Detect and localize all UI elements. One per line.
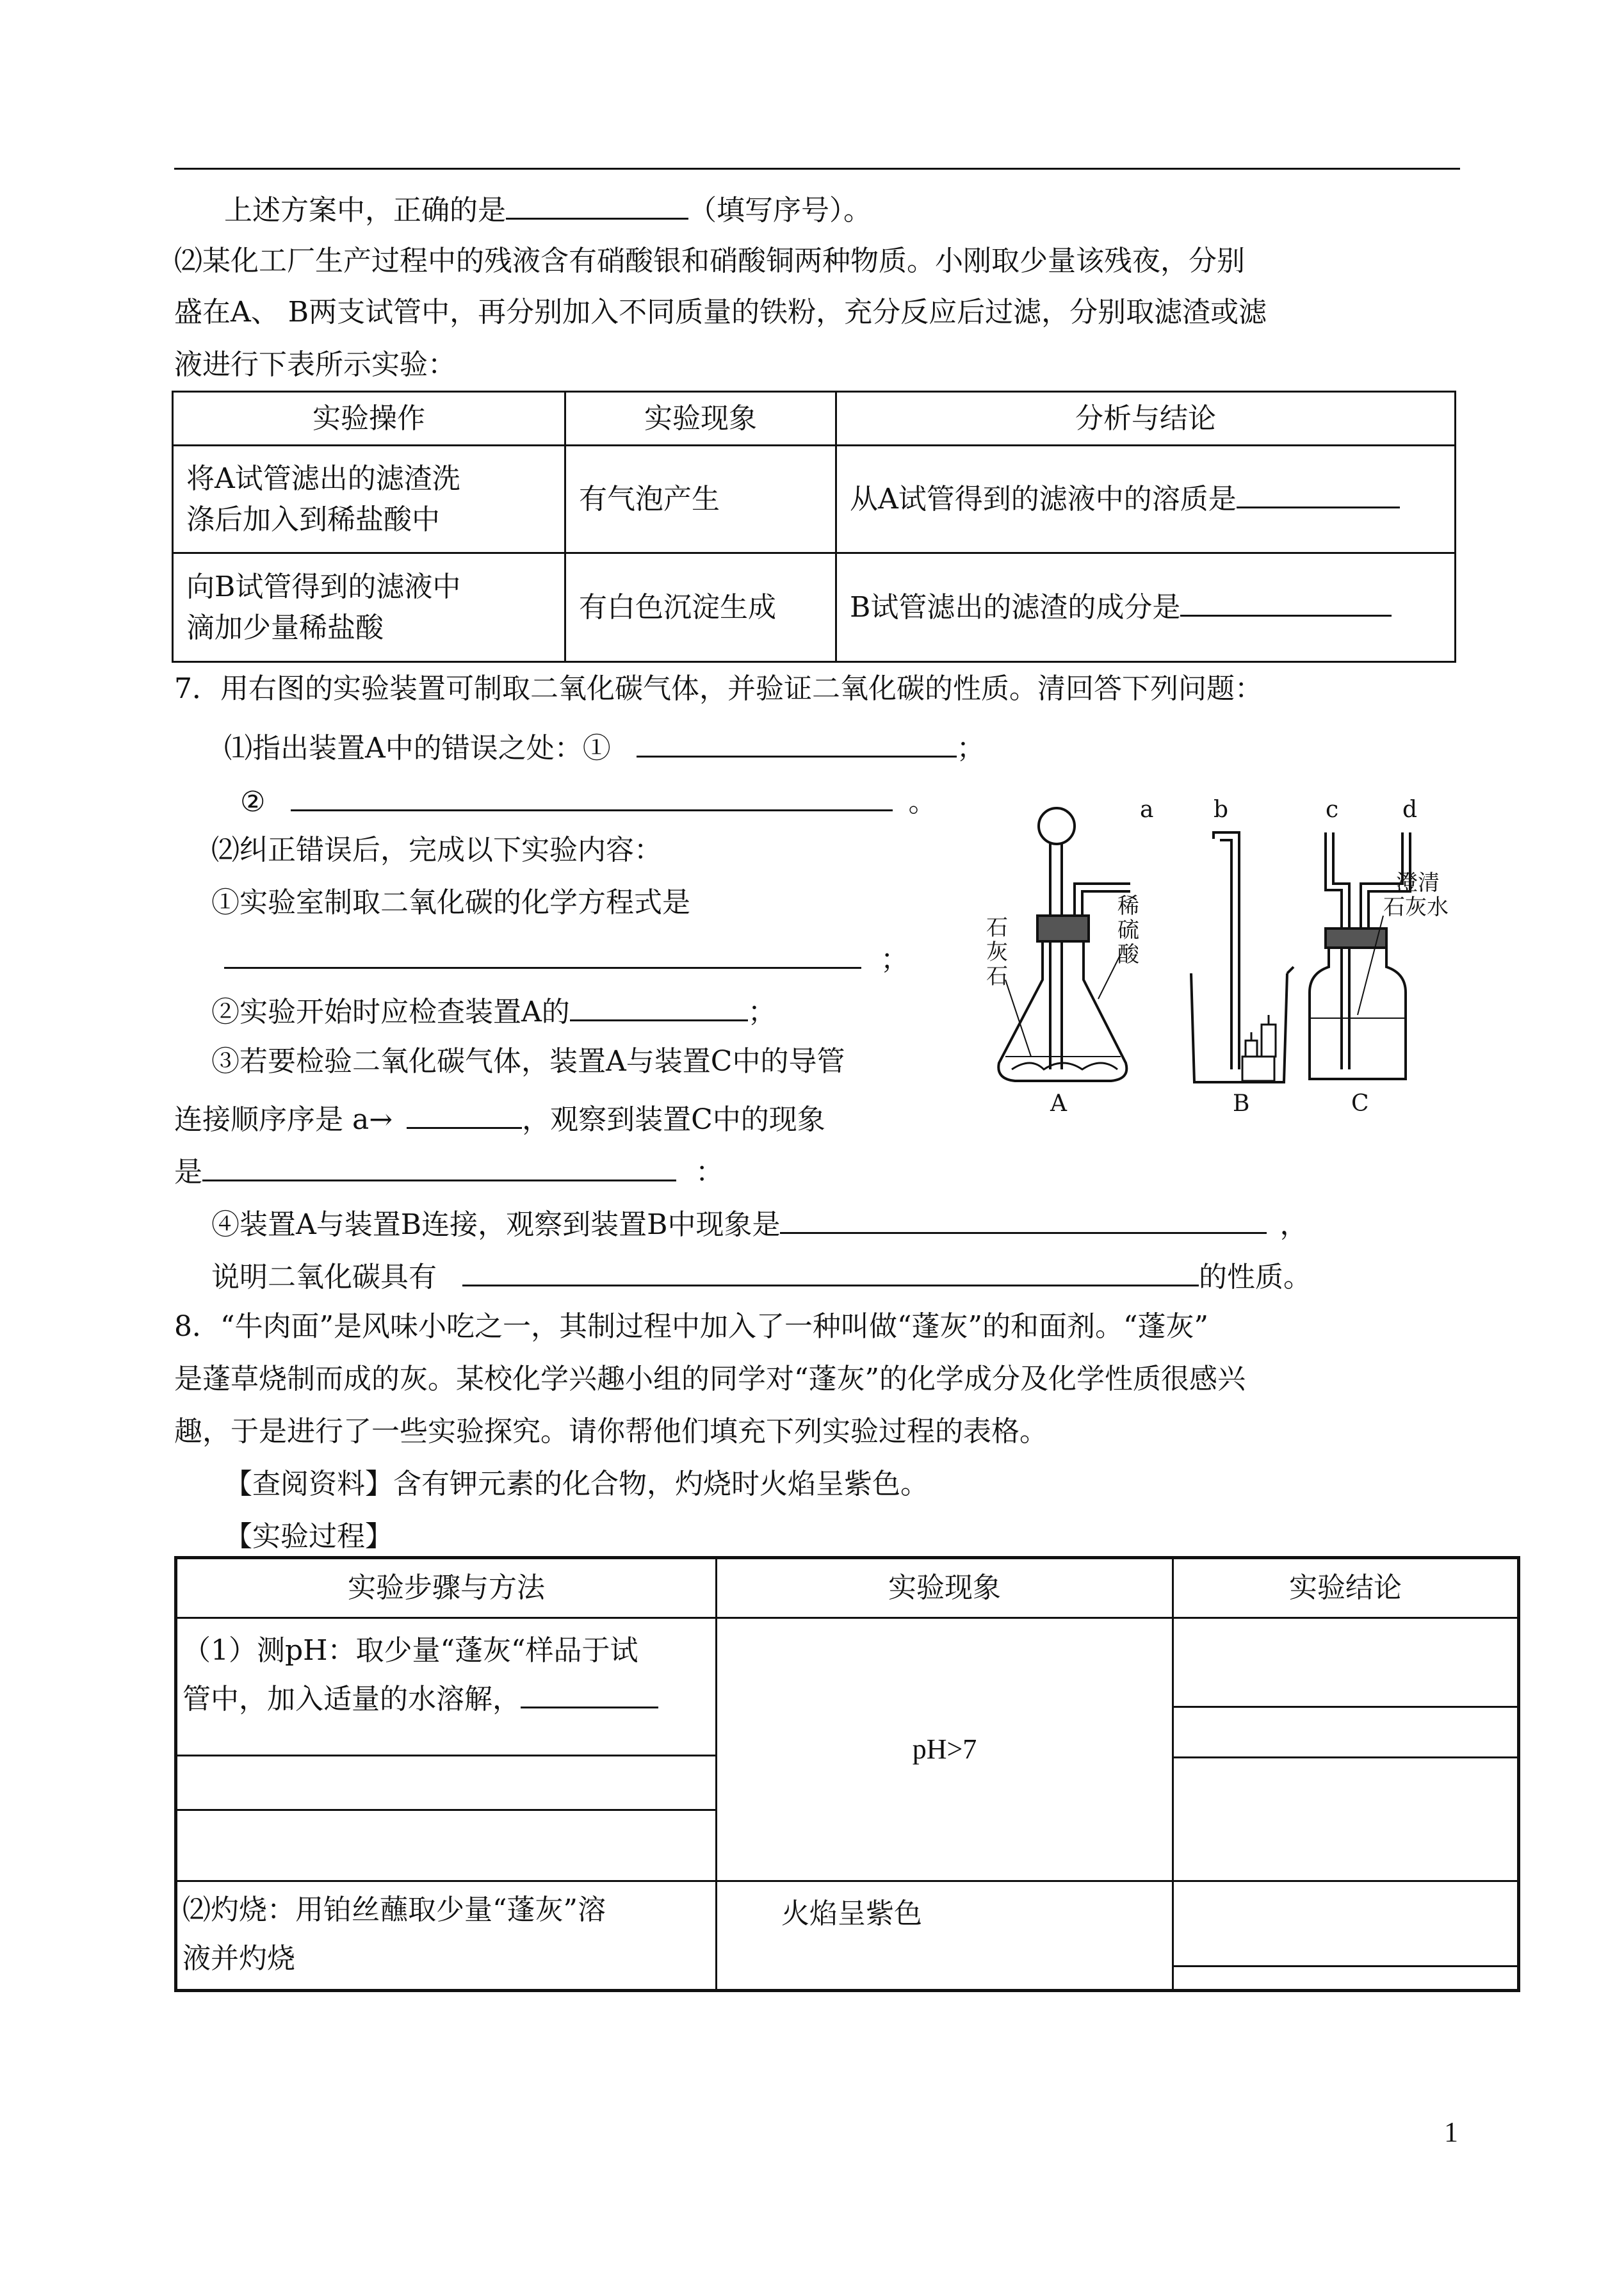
text: ⑴指出装置A中的错误之处：①: [224, 732, 611, 765]
blank[interactable]: [1237, 481, 1400, 508]
cell-line: 涤后加入到稀盐酸中: [186, 503, 440, 536]
label-limestone-1: 石: [986, 915, 1008, 941]
text: ：: [695, 1156, 724, 1188]
label-limewater-1: 澄清: [1396, 870, 1440, 896]
text: 。: [908, 786, 937, 818]
text: （填写序号）。: [688, 194, 872, 227]
conclusion-cell: [836, 553, 1456, 662]
cell-text: B试管滤出的滤渣的成分是: [850, 590, 1181, 624]
q8-process: 【实验过程】: [224, 1520, 393, 1553]
table-row: [173, 553, 1456, 662]
text: ；: [956, 732, 985, 765]
blank[interactable]: [462, 1259, 1199, 1286]
q7-s2: ⑵纠正错误后，完成以下实验内容：: [211, 834, 662, 866]
label-limewater-2: 石灰水: [1383, 895, 1449, 920]
text: ；: [881, 943, 909, 976]
label-a: a: [1140, 797, 1154, 823]
blank[interactable]: [570, 994, 748, 1021]
text: ②: [240, 786, 266, 818]
q7-s2c2: [174, 1101, 825, 1134]
cell-line: 滴加少量稀盐酸: [186, 611, 384, 644]
answer-line-1: [224, 192, 872, 225]
q7-s2a-blank: [224, 941, 909, 974]
q8-line: 8．“牛肉面”是风味小吃之一，其制过程中加入了一种叫做“蓬灰”的和面剂。“蓬灰”: [174, 1310, 1208, 1343]
paragraph-line: 盛在A、 B两支试管中，再分别加入不同质量的铁粉，充分反应后过滤，分别取滤渣或滤: [174, 296, 1267, 328]
table-row: [176, 1881, 1519, 1991]
text: 的性质。: [1199, 1261, 1311, 1293]
label-limestone-3: 石: [986, 964, 1008, 989]
step-cell: [176, 1881, 717, 1991]
text: 上述方案中，正确的是: [224, 194, 506, 227]
label-limestone-2: 灰: [986, 939, 1008, 965]
blank-line[interactable]: [1174, 1882, 1517, 1967]
text: 是: [174, 1156, 202, 1188]
q7-title: 7．用右图的实验装置可制取二氧化碳气体，并验证二氧化碳的性质。清回答下列问题：: [174, 672, 1263, 705]
label-c: c: [1326, 797, 1339, 823]
cell-line: 将A试管滤出的滤渣洗: [186, 462, 460, 495]
conclusion-cell: [1173, 1881, 1519, 1991]
q7-s2c3: [174, 1154, 724, 1187]
label-d: d: [1402, 797, 1418, 823]
text: 说明二氧化碳具有: [211, 1261, 437, 1293]
conclusion-cell: [1173, 1618, 1519, 1881]
q8-line: 是蓬草烧制而成的灰。某校化学兴趣小组的同学对“蓬灰”的化学成分及化学性质很感兴: [174, 1363, 1246, 1395]
caption-a: A: [1050, 1091, 1067, 1114]
experiment-table-2: [174, 1556, 1520, 1992]
text: ；: [747, 996, 776, 1028]
q7-s2e: [211, 1259, 1311, 1292]
phenomenon-cell: [717, 1881, 1173, 1991]
q8-line: 趣，于是进行了一些实验探究。请你帮他们填充下列实验过程的表格。: [174, 1415, 1048, 1448]
cell-line: （1）测pH：取少量“蓬灰“样品于试: [183, 1634, 638, 1667]
cell-line: 向B试管得到的滤液中: [186, 570, 461, 603]
table-header: 实验操作: [173, 392, 565, 446]
text: 连接顺序序是 a→: [174, 1103, 393, 1136]
label-b: b: [1214, 797, 1229, 823]
table-header: 实验结论: [1173, 1558, 1519, 1618]
table-header: 实验步骤与方法: [176, 1558, 717, 1618]
q7-s1: [224, 730, 985, 763]
text: ④装置A与装置B连接，观察到装置B中现象是: [211, 1208, 781, 1241]
label-acid-1: 稀: [1117, 893, 1139, 919]
paragraph-line: ⑵某化工厂生产过程中的残液含有硝酸银和硝酸铜两种物质。小刚取少量该残夜，分别: [174, 245, 1245, 277]
cell-text: 管中，加入适量的水溶解，: [183, 1683, 521, 1715]
step-cell: [176, 1618, 717, 1881]
q7-s1b: [240, 784, 936, 816]
phenomenon-cell: 有白色沉淀生成: [565, 553, 836, 662]
table-header: 实验现象: [717, 1558, 1173, 1618]
label-acid-2: 硫: [1117, 918, 1139, 943]
cell-text: 火焰呈紫色: [781, 1897, 922, 1930]
blank-line[interactable]: [177, 1809, 715, 1863]
apparatus-c: [1310, 832, 1410, 1079]
blank[interactable]: [637, 730, 957, 758]
q8-reference: 【查阅资料】含有钾元素的化合物，灼烧时火焰呈紫色。: [224, 1468, 929, 1500]
operation-cell: [173, 446, 565, 553]
table-header: 实验现象: [565, 392, 836, 446]
blank[interactable]: [224, 941, 861, 969]
blank[interactable]: [1180, 589, 1392, 617]
blank-line[interactable]: [1174, 1619, 1517, 1708]
table-row: [173, 446, 1456, 553]
cell-line: ⑵灼烧：用铂丝蘸取少量“蓬灰”溶: [183, 1894, 606, 1926]
blank-line[interactable]: [177, 1755, 715, 1809]
operation-cell: [173, 553, 565, 662]
blank[interactable]: [407, 1101, 522, 1129]
q7-s2a: ①实验室制取二氧化碳的化学方程式是: [211, 886, 690, 919]
text: ，观察到装置C中的现象: [522, 1103, 825, 1136]
table-row: [176, 1618, 1519, 1881]
blank[interactable]: [521, 1707, 658, 1708]
blank[interactable]: [291, 784, 893, 811]
label-acid-3: 酸: [1117, 942, 1139, 968]
q7-s2b: [211, 994, 776, 1026]
cell-line: 液并灼烧: [183, 1942, 295, 1975]
caption-b: B: [1233, 1091, 1250, 1114]
blank-line[interactable]: [1174, 1708, 1517, 1758]
apparatus-figure: [986, 788, 1486, 1114]
conclusion-cell: [836, 446, 1456, 553]
q7-s2c1: ③若要检验二氧化碳气体，装置A与装置C中的导管: [211, 1045, 845, 1078]
cell-line: [183, 1675, 710, 1724]
blank[interactable]: [780, 1206, 1267, 1234]
experiment-table-1: [172, 391, 1456, 663]
apparatus-a: [998, 808, 1130, 1081]
blank[interactable]: [506, 192, 688, 220]
phenomenon-cell: 有气泡产生: [565, 446, 836, 553]
caption-c: C: [1351, 1091, 1369, 1114]
cell-text: 从A试管得到的滤液中的溶质是: [850, 482, 1237, 515]
apparatus-b: [1191, 832, 1294, 1082]
phenomenon-cell: pH>7: [717, 1618, 1173, 1881]
table-header: 分析与结论: [836, 392, 1456, 446]
text: ②实验开始时应检查装置A的: [211, 996, 570, 1028]
paragraph-line: 液进行下表所示实验：: [174, 348, 456, 381]
q7-s2d: [211, 1206, 1308, 1239]
blank[interactable]: [202, 1154, 676, 1181]
page-number: 1: [1444, 2116, 1458, 2148]
text: ，: [1279, 1208, 1308, 1241]
header-rule: [174, 168, 1460, 170]
